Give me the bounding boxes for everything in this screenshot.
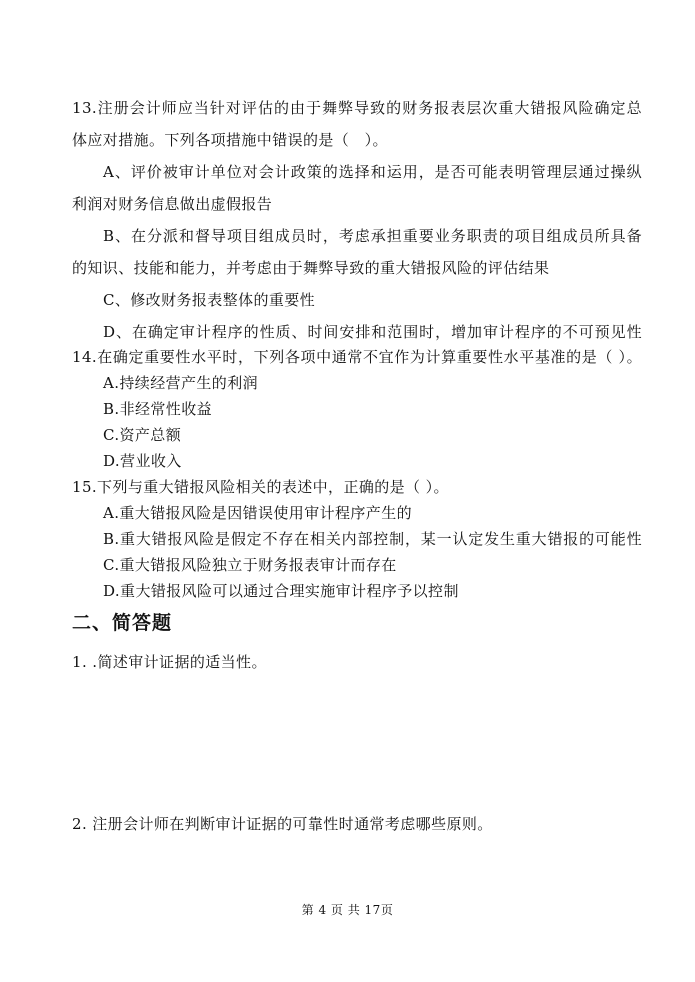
q14-option-d: D.营业收入	[103, 452, 182, 470]
q14-option-a: A.持续经营产生的利润	[103, 374, 259, 392]
q14-stem: 14.在确定重要性水平时，下列各项中通常不宜作为计算重要性水平基准的是（ ）。	[72, 348, 642, 366]
q15-option-d: D.重大错报风险可以通过合理实施审计程序予以控制	[103, 582, 459, 600]
q15-option-a: A.重大错报风险是因错误使用审计程序产生的	[103, 504, 413, 522]
q13-option-a-line-2: 利润对财务信息做出虚假报告	[72, 195, 273, 213]
short-answer-question-1: 1. .简述审计证据的适当性。	[72, 653, 267, 671]
q13-option-d: D、在确定审计程序的性质、时间安排和范围时，增加审计程序的不可预见性	[103, 323, 642, 341]
q15-option-b: B.重大错报风险是假定不存在相关内部控制，某一认定发生重大错报的可能性	[103, 530, 642, 548]
page-number-footer: 第 4 页 共 17页	[301, 903, 394, 917]
q13-option-b-line-1: B、在分派和督导项目组成员时，考虑承担重要业务职责的项目组成员所具备	[103, 227, 642, 245]
q15-stem: 15.下列与重大错报风险相关的表述中，正确的是（ ）。	[72, 478, 449, 496]
q14-option-b: B.非经常性收益	[103, 400, 212, 418]
q15-option-c: C.重大错报风险独立于财务报表审计而存在	[103, 556, 397, 574]
section-heading-short-answer: 二、简答题	[72, 612, 173, 634]
q13-option-c: C、修改财务报表整体的重要性	[103, 291, 316, 309]
q13-option-a-line-1: A、评价被审计单位对会计政策的选择和运用，是否可能表明管理层通过操纵	[103, 163, 642, 181]
q13-stem-line-1: 13.注册会计师应当针对评估的由于舞弊导致的财务报表层次重大错报风险确定总	[72, 99, 642, 117]
q14-option-c: C.资产总额	[103, 426, 182, 444]
q13-option-b-line-2: 的知识、技能和能力，并考虑由于舞弊导致的重大错报风险的评估结果	[72, 259, 550, 277]
q13-stem-line-2: 体应对措施。下列各项措施中错误的是（ ）。	[72, 131, 388, 149]
short-answer-question-2: 2. 注册会计师在判断审计证据的可靠性时通常考虑哪些原则。	[72, 815, 493, 833]
